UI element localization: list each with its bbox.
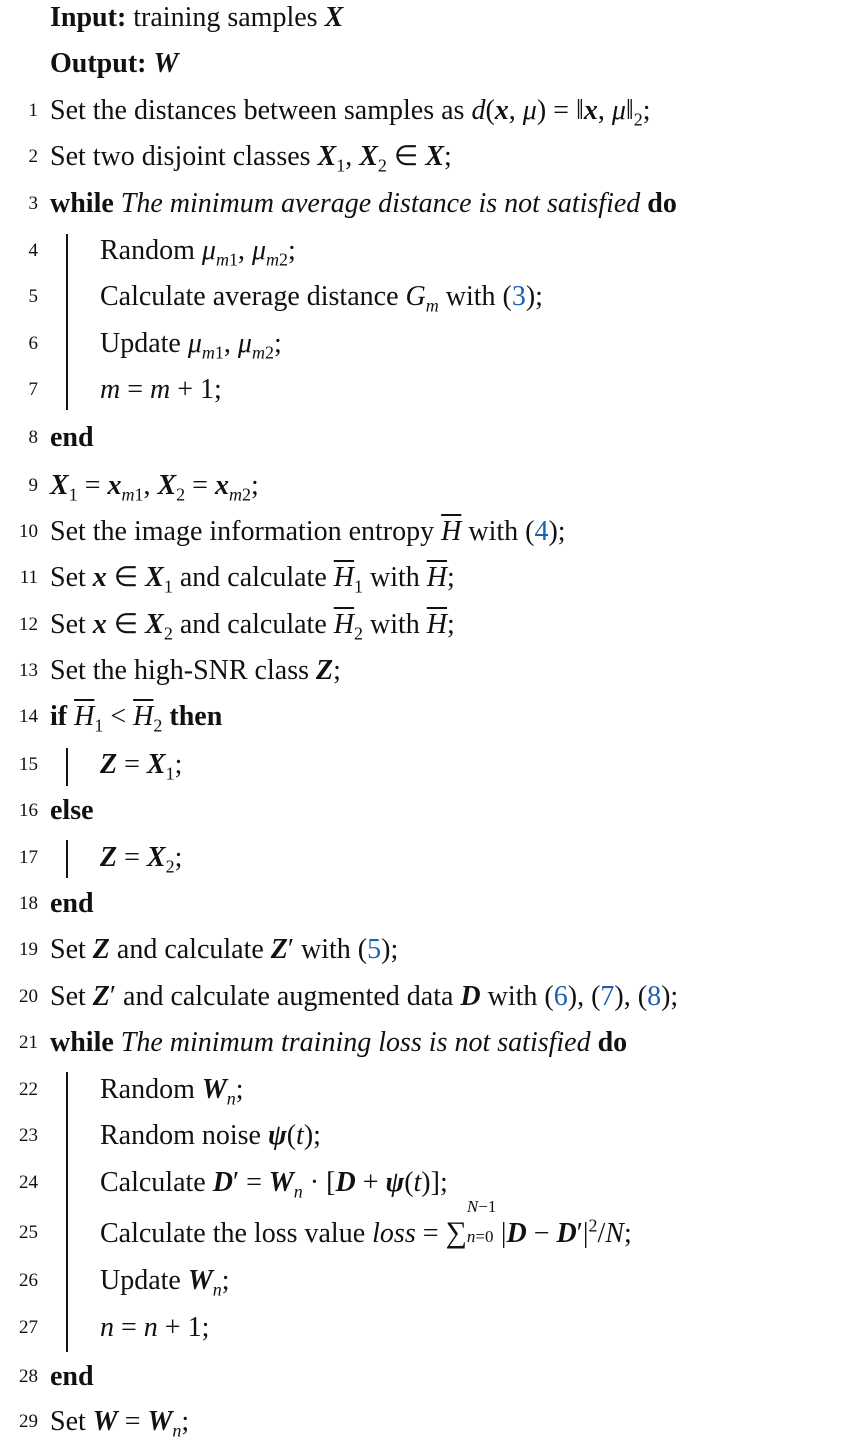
line-number: 18 xyxy=(19,893,38,914)
line-text: Set the high-SNR class Z; xyxy=(50,655,341,686)
line-text: Set two disjoint classes $X_1$, $X_2$ ∈ X; xyxy=(50,141,452,176)
line-number: 21 xyxy=(19,1032,38,1053)
line-text: Random $\mu_{m1}$, $\mu_{m2}$; xyxy=(100,235,296,270)
line-text: Random noise ψ(t); xyxy=(100,1120,321,1151)
line-text: $Z = X_2$; xyxy=(100,842,183,877)
line-number: 12 xyxy=(19,614,38,635)
else-block-bar xyxy=(66,840,68,878)
line-text: m = m + 1; xyxy=(100,374,222,405)
line-text: Set x ∈ $X_2$ and calculate $\overline{H}_2$ with $\overline{H}$; xyxy=(50,609,455,644)
line-number: 9 xyxy=(28,475,38,496)
line-number: 10 xyxy=(19,521,38,542)
line-number: 17 xyxy=(19,847,38,868)
input-var: X xyxy=(324,2,344,33)
line-text: n = n + 1; xyxy=(100,1312,210,1343)
line-text: Set the distances between samples as d(x, μ) = ‖x, $\mu‖_2$; xyxy=(50,95,651,130)
line-text: Set $W = W_n$; xyxy=(50,1406,190,1441)
line-text: $Z = X_1$; xyxy=(100,749,183,784)
line-text: end xyxy=(50,888,94,919)
while-block-bar-2 xyxy=(66,1072,68,1352)
if-block-bar xyxy=(66,748,68,786)
output-keyword: Output: xyxy=(50,48,147,79)
line-text: Set Z and calculate Z′ with (5); xyxy=(50,934,399,965)
input-keyword: Input: xyxy=(50,2,127,33)
line-text: Calculate average distance $G_m$ with (3); xyxy=(100,281,543,316)
line-number: 25 xyxy=(19,1222,38,1243)
line-number: 16 xyxy=(19,800,38,821)
line-number: 7 xyxy=(28,379,38,400)
line-number: 6 xyxy=(28,333,38,354)
line-number: 22 xyxy=(19,1079,38,1100)
while-block-bar-1 xyxy=(66,234,68,410)
line-text: Random $W_n$; xyxy=(100,1074,244,1109)
line-number: 1 xyxy=(28,100,38,121)
line-text: end xyxy=(50,422,94,453)
line-text: while The minimum average distance is not satisfied do xyxy=(50,188,677,219)
line-text: else xyxy=(50,795,94,826)
line-text: $X_1 = x_{m1}$, $X_2 = x_{m2}$; xyxy=(50,470,259,505)
line-text: while The minimum training loss is not satisfied do xyxy=(50,1027,628,1058)
line-number: 23 xyxy=(19,1125,38,1146)
line-number: 4 xyxy=(28,240,38,261)
line-number: 24 xyxy=(19,1172,38,1193)
line-number: 2 xyxy=(28,146,38,167)
input-text: training samples xyxy=(126,2,325,33)
line-text: Update $\mu_{m1}$, $\mu_{m2}$; xyxy=(100,328,282,363)
line-number: 3 xyxy=(28,193,38,214)
line-number: 15 xyxy=(19,754,38,775)
line-number: 5 xyxy=(28,286,38,307)
line-number: 8 xyxy=(28,427,38,448)
line-number: 26 xyxy=(19,1270,38,1291)
line-number: 13 xyxy=(19,660,38,681)
line-number: 11 xyxy=(19,567,38,588)
line-text: Set the image information entropy $\overline{H}$ with (4); xyxy=(50,516,566,547)
line-text: Set Z′ and calculate augmented data D with (6), (7), (8); xyxy=(50,981,679,1012)
line-text: Calculate $D' = W_n \cdot [D + \psi(t)]$; xyxy=(100,1167,448,1202)
line-number: 19 xyxy=(19,939,38,960)
line-text: Update $W_n$; xyxy=(100,1265,230,1300)
line-number: 28 xyxy=(19,1366,38,1387)
line-number: 20 xyxy=(19,986,38,1007)
line-number: 14 xyxy=(19,706,38,727)
line-text: end xyxy=(50,1361,94,1392)
line-text: if $\overline{H}_1 < \overline{H}_2$ then xyxy=(50,701,223,736)
output-var: W xyxy=(153,48,179,79)
line-text: Set x ∈ $X_1$ and calculate $\overline{H}_1$ with $\overline{H}$; xyxy=(50,562,455,597)
line-number: 27 xyxy=(19,1317,38,1338)
line-number: 29 xyxy=(19,1411,38,1432)
line-text: Calculate the loss value loss = ∑ N−1 n=0 $|D - D'|^2/N$; xyxy=(100,1197,632,1249)
